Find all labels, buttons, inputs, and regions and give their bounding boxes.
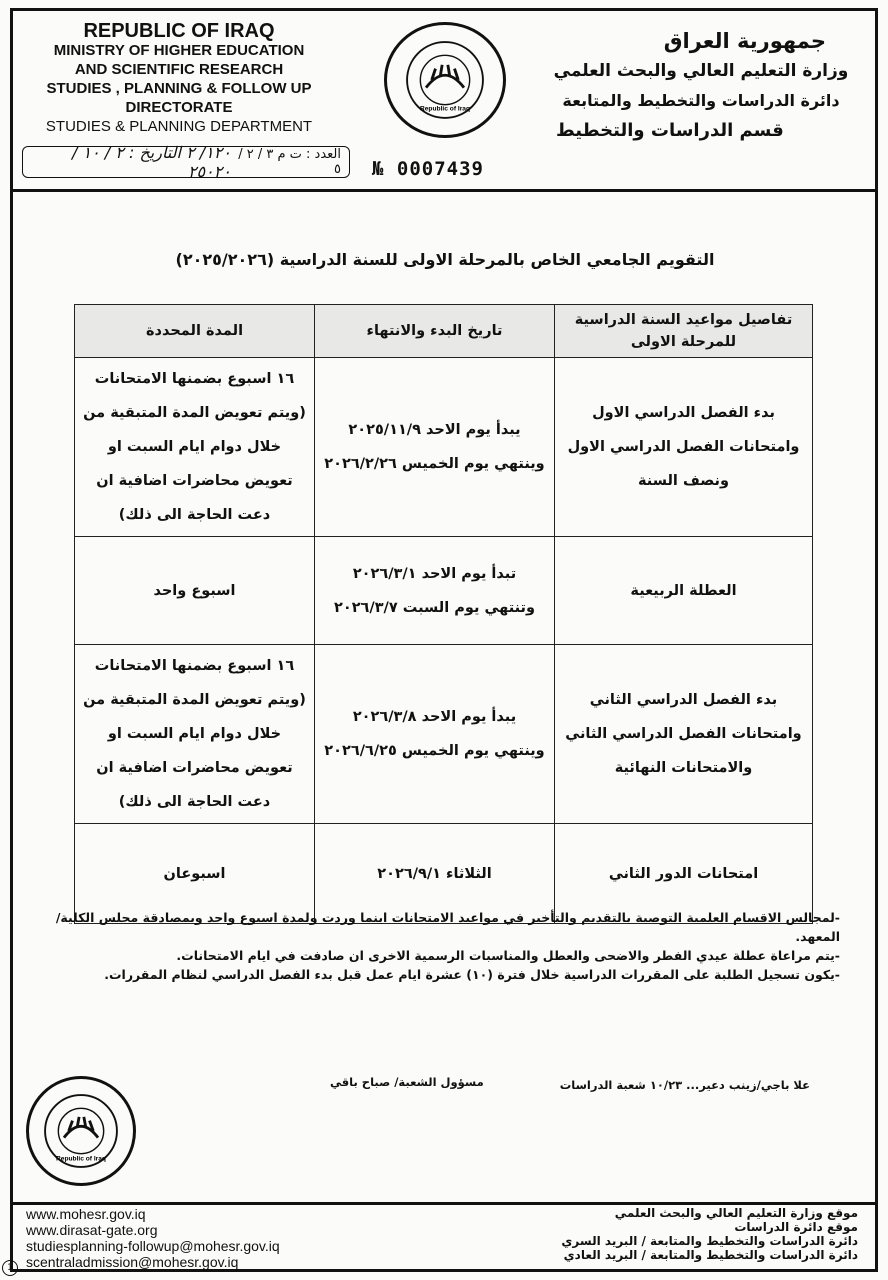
footer-label: دائرة الدراسات والتخطيط والمتابعة / البريد السري	[561, 1234, 858, 1248]
row-date-start: يبدأ يوم الاحد ٢٠٢٦/٣/٨	[352, 709, 517, 725]
row-dates	[315, 358, 555, 537]
en-department: STUDIES & PLANNING DEPARTMENT	[45, 118, 313, 135]
row-date-end: وتنتهي يوم السبت ٢٠٢٦/٣/٧	[334, 599, 535, 616]
note-item: -يكون تسجيل الطلبة على المقررات الدراسية خلال فترة (١٠) عشرة ايام عمل قبل بدء الفصل الدراسي لنظام المقررات.	[104, 967, 840, 982]
table-row	[75, 537, 813, 645]
footer-secret-email[interactable]: studiesplanning-followup@mohesr.gov.iq	[26, 1238, 280, 1254]
ar-directorate: دائرة الدراسات والتخطيط والمتابعة	[562, 91, 840, 110]
footer-label: موقع دائرة الدراسات	[734, 1220, 858, 1234]
ministry-seal-bottom-icon	[26, 1076, 136, 1186]
row-details: بدء الفصل الدراسي الاول وامتحانات الفصل الدراسي الاول ونصف السنة	[555, 358, 813, 537]
calendar-table	[74, 304, 813, 924]
letterhead-english	[14, 22, 344, 136]
table-header-row	[75, 305, 813, 358]
page-number: 1	[2, 1260, 18, 1276]
en-ministry-line1: MINISTRY OF HIGHER EDUCATION	[53, 42, 305, 59]
row-date-end: وينتهي يوم الخميس ٢٠٢٦/٢/٢٦	[324, 456, 545, 472]
row-date-end: وينتهي يوم الخميس ٢٠٢٦/٦/٢٥	[324, 743, 545, 759]
footer-label: دائرة الدراسات والتخطيط والمتابعة / البريد العادي	[563, 1248, 858, 1262]
header-duration: المدة المحددة	[75, 305, 315, 358]
row-details: امتحانات الدور الثاني	[555, 824, 813, 924]
signature-studies-unit: علا باجي/زينب دعير... ١٠/٢٣ شعبة الدراسات	[559, 1078, 810, 1092]
ar-ministry: وزارة التعليم العالي والبحث العلمي	[553, 61, 849, 81]
footer-label: موقع وزارة التعليم العالي والبحث العلمي	[614, 1206, 858, 1220]
row-duration: ١٦ اسبوع بضمنها الامتحانات (ويتم تعويض المدة المتبقية من خلال دوام ايام السبت او تعويض محاضرات اضافية ان دعت الحاجة الى ذلك)	[75, 645, 315, 824]
serial-prefix: №	[372, 158, 385, 180]
notes	[40, 908, 840, 984]
row-date-start: يبدأ يوم الاحد ٢٠٢٥/١١/٩	[348, 422, 521, 438]
row-dates	[315, 537, 555, 645]
note-item: -لمجالس الاقسام العلمية التوصية بالتقديم والتأخير في مواعيد الامتحانات اينما وردت ولمدة اسبوع واحد وبمصادقة مجلس الكلية/ المعهد.	[55, 910, 840, 944]
row-date-start: تبدأ يوم الاحد ٢٠٢٦/٣/١	[352, 565, 517, 582]
signature-section-head: مسؤول الشعبة/ صباح باقي	[330, 1075, 484, 1089]
seal-text: Republic of Iraq	[419, 105, 471, 113]
row-details: العطلة الربيعية	[555, 537, 813, 645]
serial-value: 0007439	[396, 158, 484, 180]
ministry-seal-icon	[384, 22, 506, 138]
en-ministry-line2: AND SCIENTIFIC RESEARCH	[74, 61, 284, 78]
header-details: تفاصيل مواعيد السنة الدراسية للمرحلة الاولى	[555, 305, 813, 358]
en-directorate: STUDIES , PLANNING & FOLLOW UP DIRECTORATE	[46, 80, 312, 116]
reference-number: العدد : ت م ٣ / ٢ / ٥	[238, 147, 341, 177]
row-date-start: الثلاثاء ٢٠٢٦/٩/١	[377, 865, 492, 882]
row-duration: اسبوع واحد	[75, 537, 315, 645]
table-row	[75, 358, 813, 537]
row-duration: ١٦ اسبوع بضمنها الامتحانات (ويتم تعويض المدة المتبقية من خلال دوام ايام السبت او تعويض محاضرات اضافية ان دعت الحاجة الى ذلك)	[75, 358, 315, 537]
footer-links	[26, 1206, 280, 1270]
ar-republic: جمهورية العراق	[663, 29, 826, 53]
note-item: -يتم مراعاة عطلة عيدي الفطر والاضحى والعطل والمناسبات الرسمية الاخرى ان صادفت في ايام الامتحانات.	[176, 948, 840, 963]
serial-number	[372, 158, 484, 180]
letterhead-arabic	[536, 26, 866, 146]
reference-date: ١٢٠/ ٢ التاريخ : ٢ / ١٠ / ٢٥٠٢٠	[72, 143, 231, 181]
row-dates	[315, 645, 555, 824]
reference-box	[22, 143, 350, 181]
row-details: بدء الفصل الدراسي الثاني وامتحانات الفصل الدراسي الثاني والامتحانات النهائية	[555, 645, 813, 824]
footer-dirasat-url[interactable]: www.dirasat-gate.org	[26, 1222, 158, 1238]
document-title: التقويم الجامعي الخاص بالمرحلة الاولى للسنة الدراسية (٢٠٢٥/٢٠٢٦)	[175, 250, 715, 269]
footer-divider	[10, 1202, 878, 1205]
footer-regular-email[interactable]: scentraladmission@mohesr.gov.iq	[26, 1254, 239, 1270]
footer-labels	[561, 1206, 858, 1262]
en-republic: REPUBLIC OF IRAQ	[83, 20, 275, 42]
row-duration: اسبوعان	[75, 824, 315, 924]
footer-ministry-url[interactable]: www.mohesr.gov.iq	[26, 1206, 146, 1222]
table-row	[75, 645, 813, 824]
header-dates: تاريخ البدء والانتهاء	[315, 305, 555, 358]
seal-bottom-text: Republic of Iraq	[56, 1155, 106, 1163]
ar-department: قسم الدراسات والتخطيط	[556, 120, 784, 141]
